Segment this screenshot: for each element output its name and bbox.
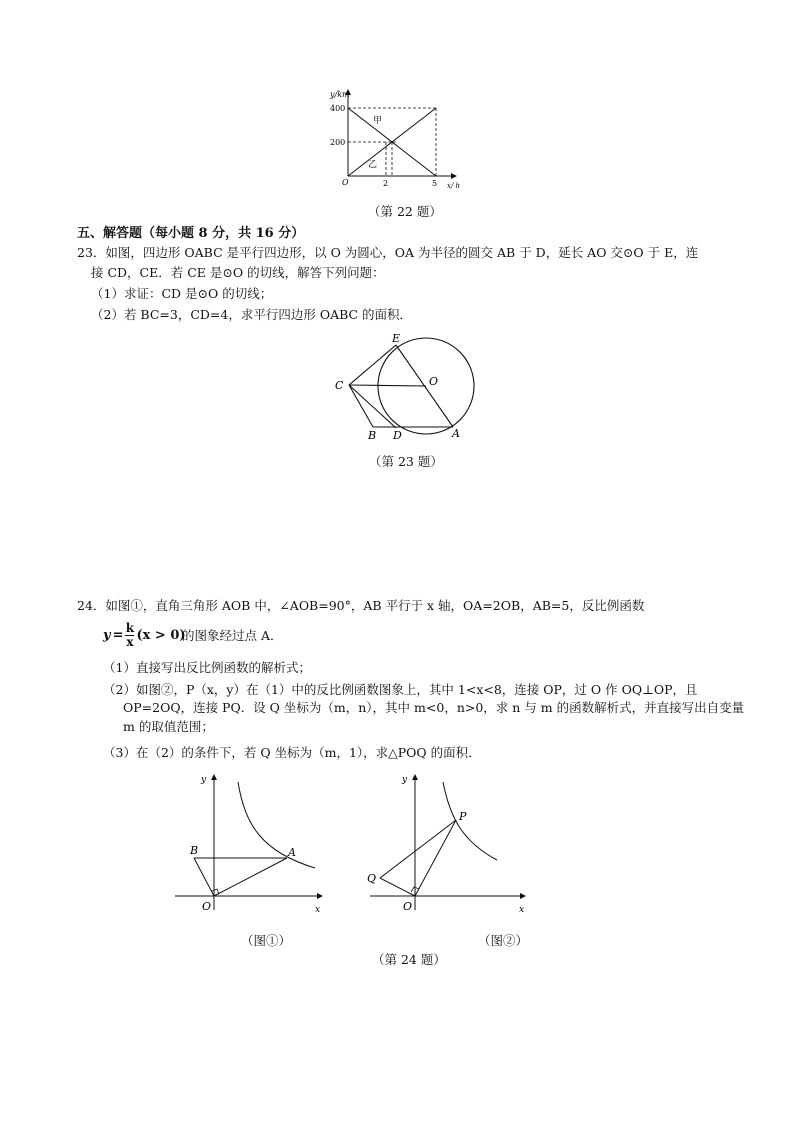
svg-text:A: A <box>288 846 296 859</box>
q24-line2: 的图象经过点 A． <box>182 628 283 643</box>
svg-text:Q: Q <box>367 872 377 885</box>
fig22-tick-2: 2 <box>383 179 389 188</box>
fig24-caption: （第 24 题） <box>372 952 446 967</box>
fig22-caption: （第 22 题） <box>368 204 442 219</box>
q23-part2: （2）若 BC=3，CD=4，求平行四边形 OABC 的面积． <box>91 307 413 322</box>
q24-part3: （3）在（2）的条件下，若 Q 坐标为（m，1），求△POQ 的面积． <box>103 745 481 760</box>
fig24-2-curve <box>443 782 497 860</box>
svg-text:O: O <box>202 900 212 913</box>
q24-part2-l2: OP=2OQ，连接 PQ．设 Q 坐标为（m，n），其中 m<0，n>0，求 n 与 m 的函数解析式，并直接写出自变量 <box>123 700 745 715</box>
svg-text:x: x <box>519 905 525 915</box>
section-title: 五、解答题（每小题 8 分，共 16 分） <box>77 226 305 241</box>
q24-part1: （1）直接写出反比例函数的解析式； <box>103 660 311 675</box>
figure-23 <box>328 330 488 445</box>
fig24-1-caption: （图①） <box>241 933 292 948</box>
fig23-caption: （第 23 题） <box>369 454 443 469</box>
q23-line1: 23．如图，四边形 OABC 是平行四边形，以 O 为圆心，OA 为半径的圆交 AB 于 D，延长 AO 交⊙O 于 E，连 <box>77 245 699 260</box>
svg-text:O: O <box>403 900 413 913</box>
svg-text:O: O <box>429 375 439 388</box>
fig22-x-label: x/ h <box>447 182 461 190</box>
svg-text:x: x <box>315 905 321 915</box>
q24-part2-l3: m 的取值范围； <box>123 719 214 734</box>
fig24-1-curve <box>238 782 315 868</box>
fig22-label-jia: 甲 <box>373 116 383 126</box>
svg-text:C: C <box>335 379 344 392</box>
fig22-tick-400: 400 <box>330 104 346 113</box>
figure-22 <box>328 85 468 195</box>
fig22-y-label: y/km <box>330 90 350 99</box>
fig22-tick-5: 5 <box>432 179 438 188</box>
svg-text:B: B <box>190 844 199 857</box>
svg-text:P: P <box>459 810 467 823</box>
svg-text:B: B <box>368 429 377 442</box>
q24-part2-l1: （2）如图②，P（x，y）在（1）中的反比例函数图象上，其中 1<x<8，连接 OP，过 O 作 OQ⊥OP，且 <box>103 682 698 697</box>
fig22-tick-200: 200 <box>330 138 346 147</box>
svg-text:E: E <box>392 332 401 345</box>
q24-line1: 24．如图①，直角三角形 AOB 中，∠AOB=90°，AB 平行于 x 轴，OA=2OB，AB=5，反比例函数 <box>77 598 645 613</box>
q24-function: y = k x (x > 0) <box>103 620 186 649</box>
q23-part1: （1）求证：CD 是⊙O 的切线； <box>91 286 273 301</box>
figure-24-1 <box>170 770 340 920</box>
fig24-2-caption: （图②） <box>478 933 529 948</box>
svg-text:y: y <box>402 775 408 785</box>
svg-text:A: A <box>452 427 460 440</box>
q23-line2: 接 CD，CE．若 CE 是⊙O 的切线，解答下列问题： <box>91 265 385 280</box>
svg-text:y: y <box>201 775 207 785</box>
figure-24-2 <box>365 770 535 920</box>
svg-text:D: D <box>393 429 402 442</box>
fig22-origin: O <box>342 178 349 187</box>
fig22-label-yi: 乙 <box>368 160 378 170</box>
